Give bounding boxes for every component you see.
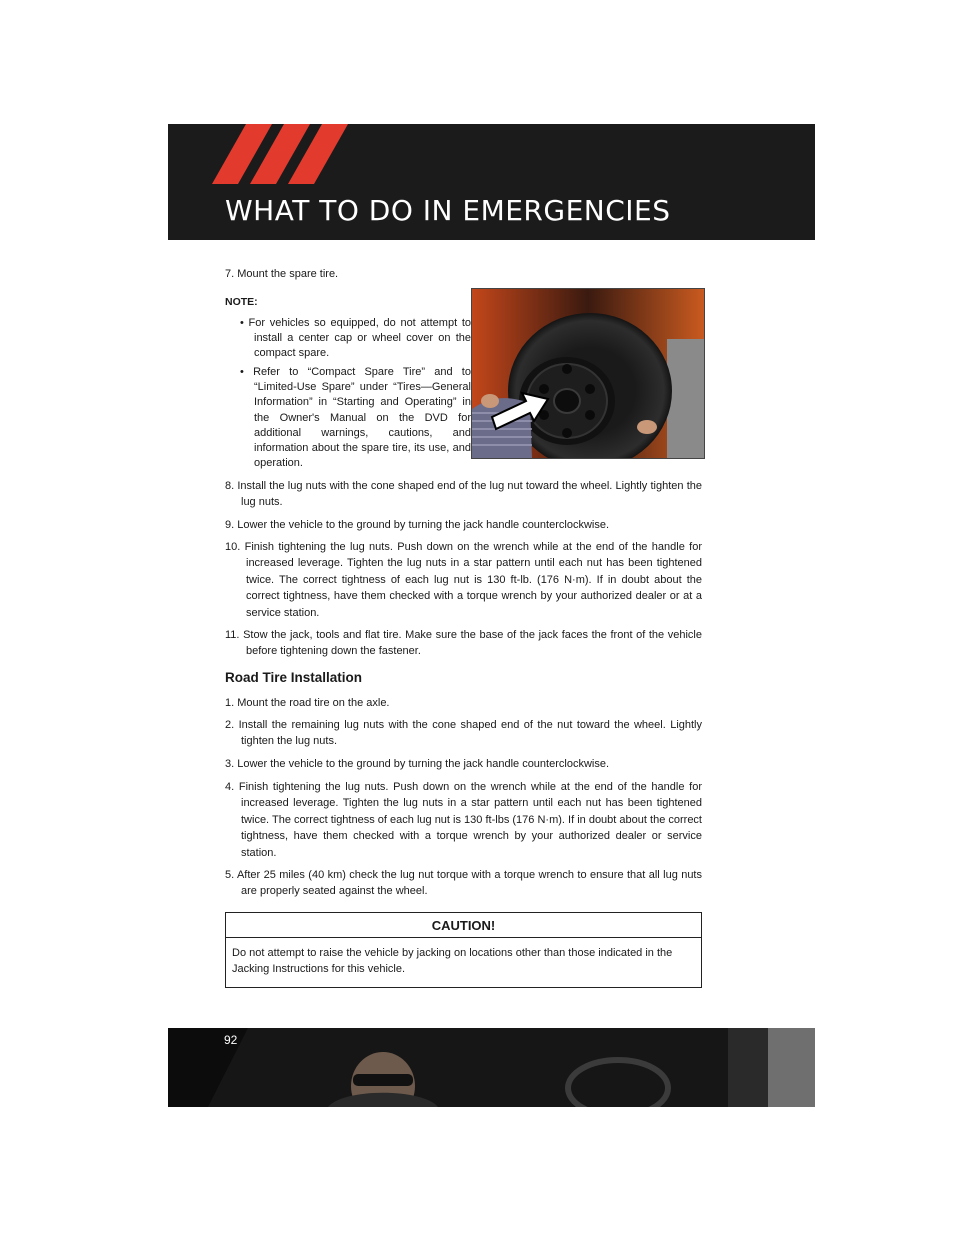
section-heading-road-tire: Road Tire Installation [225, 670, 363, 685]
footer-banner [168, 1028, 815, 1107]
caution-text: Do not attempt to raise the vehicle by jacking on locations other than those indicated in the Jacking Instructions for this vehicle. [232, 947, 673, 976]
step-7: 7. Mount the spare tire. [225, 268, 339, 280]
page-number: 92 [224, 1033, 238, 1047]
note-bullet-1: • For vehicles so equipped, do not attempt to install a center cap or wheel cover on the compact spare. [240, 317, 471, 360]
road-step-5: 5. After 25 miles (40 km) check the lug nut torque with a torque wrench to ensure that all lug nuts are properly seated against the wheel. [225, 869, 702, 898]
brand-stripes-logo [212, 124, 362, 186]
step-10: 10. Finish tightening the lug nuts. Push down on the wrench while at the end of the handle for increased leverage. Tighten the lug nuts in a star pattern until each nut has been tightened twice. The correct tightness of each lug nut is 130 ft-lb. (176 N·m). If in doubt about the correct tightness, have them checked with a torque wrench by your authorized dealer or at a service station. [225, 541, 702, 619]
road-step-1: 1. Mount the road tire on the axle. [225, 697, 390, 709]
step-11: 11. Stow the jack, tools and flat tire. Make sure the base of the jack faces the front of the vehicle before tightening down the fastener. [225, 629, 702, 658]
note-label: NOTE: [225, 296, 258, 308]
step-9: 9. Lower the vehicle to the ground by turning the jack handle counterclockwise. [225, 519, 610, 531]
road-step-2: 2. Install the remaining lug nuts with the cone shaped end of the nut toward the wheel. Lightly tighten the lug nuts. [225, 719, 702, 748]
caution-box [225, 912, 702, 988]
spare-tire-mounting-photo [471, 288, 705, 459]
caution-title: CAUTION! [226, 913, 701, 938]
chapter-header [168, 124, 815, 240]
step-8: 8. Install the lug nuts with the cone shaped end of the lug nut toward the wheel. Lightly tighten the lug nuts. [225, 480, 702, 509]
note-bullet-2: • Refer to “Compact Spare Tire” and to “Limited-Use Spare” under “Tires—General Information” in “Starting and Operating” in the Owner's Manual on the DVD for additional warnings, cautions, and information about the spare tire, its use, and operation. [240, 366, 471, 470]
road-step-4: 4. Finish tightening the lug nuts. Push down on the wrench while at the end of the handle for increased leverage. Tighten the lug nuts in a star pattern until each nut has been tightened twice. The correct tightness of each lug nut is 130 ft-lbs (176 N·m). If in doubt about the correct tightness, have them checked with a torque wrench by your authorized dealer or service station. [225, 781, 702, 859]
footer-background-photo [168, 1028, 815, 1107]
chapter-title: WHAT TO DO IN EMERGENCIES [225, 194, 671, 227]
road-step-3: 3. Lower the vehicle to the ground by turning the jack handle counterclockwise. [225, 758, 610, 770]
